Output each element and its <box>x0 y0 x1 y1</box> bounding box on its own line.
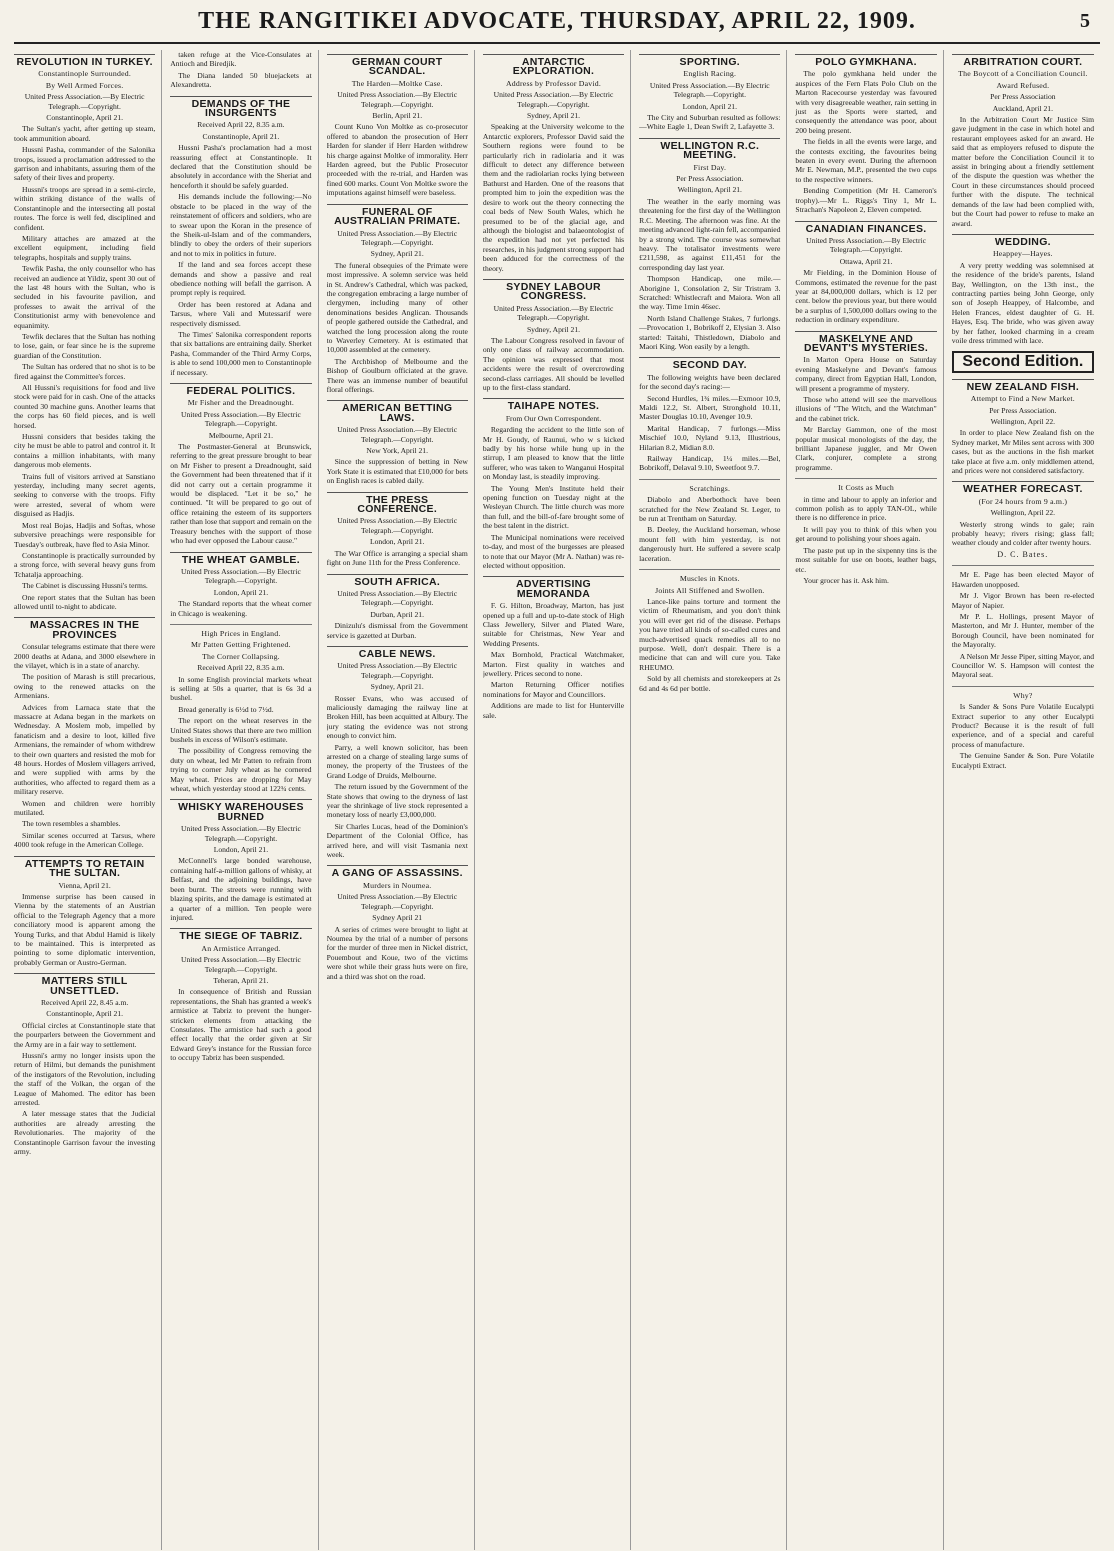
paragraph: Thompson Handicap, one mile.—Aborigine 1, Consolation 2, Sir Tristram 3. Scratched: Whistlecraft and Maiora. Won all the way. Time 1min 46sec. <box>639 274 781 312</box>
article <box>952 351 1094 372</box>
dateline: Durban, April 21. <box>370 609 424 619</box>
paragraph: Consular telegrams estimate that there were 2000 deaths at Adana, and 3000 elsewhere in the vilayet, which is in a state of anarchy. <box>14 642 156 670</box>
paragraph: Order has been restored at Adana and Tarsus, where Vali and Mutessarif were respectively dismissed. <box>170 299 312 328</box>
paragraph: The Standard reports that the wheat corner in Chicago is weakening. <box>170 599 312 618</box>
column-3 <box>327 50 475 1550</box>
paragraph: All Hussni's requisitions for food and live stock were paid for in cash. One of the attacks counted 30 machine guns. Another learns that the corps has 60 field pieces, and is well horsed. <box>14 383 156 430</box>
article <box>327 574 468 640</box>
article-subhead: Constantinople Surrounded. <box>38 69 131 79</box>
article-body <box>14 1021 155 1157</box>
paragraph: Your grocer has it. Ask him. <box>803 575 889 585</box>
column-6 <box>795 50 943 1550</box>
paragraph: The funeral obsequies of the Primate were most impressive. A solemn service was held in St. Andrew's Cathedral, which was packed, the congregation embracing a large number of clergymen, including many of other denominations besides Anglican. Thousands of people gathered outside the Cathedral, and watched the long procession along the route to Waverley Cemetery. At is estimated that 10,000 assembled at the cemetery. <box>326 260 468 355</box>
article-subhead: Muscles in Knots. <box>679 574 740 584</box>
press-credit: United Press Association.—By Electric Telegraph.—Copyright. <box>337 425 458 444</box>
paragraph: Since the suppression of betting in New York State it is estimated that £10,000 for bets on English races is cabled daily. <box>326 457 468 486</box>
paragraph: The Municipal nominations were received to-day, and most of the burgesses are pleased to note that our Mayor (Mr A. Nathan) was re-elected without opposition. <box>482 532 625 570</box>
article <box>639 54 780 132</box>
column-rule <box>639 569 780 570</box>
dateline: London, April 21. <box>369 537 425 547</box>
paragraph: In consequence of British and Russian representations, the Shah has granted a week's armistice at Tabriz to prevent the hunger-stricken elements from attacking the Consulates. The armistice had such a good effect locally that the order given at Sir Edward Grey's instance for the Russian force to occupy Tabriz has been suspended. <box>170 987 312 1063</box>
edition-banner: Second Edition. <box>952 351 1094 372</box>
press-credit: United Press Association.—By Electric Telegraph.—Copyright. <box>337 892 458 911</box>
column-rule <box>952 686 1094 687</box>
article-body <box>170 675 311 794</box>
dateline: London, April 21. <box>213 845 269 855</box>
article-body <box>639 373 780 473</box>
paragraph: Those who attend will see the marvellous illusions of "The Witch, and the Watchman" and the cabinet trick. <box>795 395 937 423</box>
dateline: Vienna, April 21. <box>58 880 111 890</box>
paragraph: The War Office is arranging a special sham fight on June 11th for the Press Conference. <box>326 548 468 568</box>
article <box>170 799 311 922</box>
article-body <box>483 425 624 570</box>
paragraph: Mr E. Page has been elected Mayor of Hawarden unopposed. <box>951 570 1094 589</box>
article-body <box>170 50 311 90</box>
paragraph: The Cabinet is discussing Hussni's terms. <box>22 581 148 591</box>
press-credit: Received April 22, 8.45 a.m. <box>40 997 129 1007</box>
article <box>327 204 468 395</box>
article-body <box>795 355 936 472</box>
article <box>170 383 311 546</box>
press-credit: United Press Association.—By Electric Telegraph.—Copyright. <box>337 588 458 608</box>
paragraph: In some English provincial markets wheat is selling at 50s a quarter, that is 6s 3d a bushel. <box>170 674 312 703</box>
paragraph: Tewfik declares that the Sultan has nothing to lose, gain, or fear since he is the supreme guardian of the Constitution. <box>14 331 156 360</box>
article-body <box>327 925 468 981</box>
article-subhead: Murders in Noumea. <box>363 880 432 890</box>
paragraph: The Sultan's yacht, after getting up steam, took ammunition aboard. <box>14 124 156 143</box>
dateline: Melbourne, April 21. <box>208 430 273 440</box>
dateline: London, April 21. <box>682 101 737 111</box>
article <box>170 96 311 377</box>
article <box>14 617 155 849</box>
article-headline: REVOLUTION IN TURKEY. <box>14 54 155 67</box>
article-body <box>952 261 1094 346</box>
dateline: Constantinople, April 21. <box>46 1009 124 1019</box>
paragraph: Bread generally is 6½d to 7½d. <box>178 704 274 714</box>
article <box>952 54 1094 228</box>
paragraph: Hussni Pasha's proclamation had a most reassuring effect at Constantinople. It declared that the Constitution should be absolutely in accordance with the Sheriat and henceforth it should be safely guarded. <box>170 143 312 190</box>
paragraph: The Postmaster-General at Brunswick, referring to the great pressure brought to bear on Mr Fisher to present a Dreadnought, said the Government had been threatened that if it did not carry out a certain programme it would be displaced. "Let it be so," he continued. "It will be prepared to go out of office retaining the esteem of its supporters rather than lose that support and remain on the Treasury benches with the support of those who had ever opposed the Labour cause." <box>170 442 312 546</box>
article <box>327 492 468 568</box>
paragraph: Marital Handicap, 7 furlongs.—Miss Mischief 10.0, Nyland 9.13, Illustrious, Hilarian 8.2, Midian 8.0. <box>639 423 781 452</box>
article-body <box>170 987 311 1062</box>
paragraph: Bending Competition (Mr H. Cameron's trophy).—Mr L. Riggs's Tiny 1, Mr L. Strachan's Napoleon 2, Eleven competed. <box>795 186 937 215</box>
article <box>170 928 311 1062</box>
article-subhead: Attempt to Find a New Market. <box>970 394 1075 404</box>
article <box>639 138 780 352</box>
paragraph: McConnell's large bonded warehouse, containing half-a-million gallons of whisky, at Belfast, and the adjoining buildings, have been burnt. The streets were running with blazing spirits, and the damage is estimated at a quarter of a million. Ten people were injured. <box>170 856 312 922</box>
press-credit: United Press Association.—By Electric Telegraph.—Copyright. <box>806 235 926 255</box>
article-body <box>639 597 780 693</box>
article <box>483 576 624 720</box>
paragraph: In Marton Opera House on Saturday evening Maskelyne and Devant's famous company, direct from Egyptian Hall, London, will present a programme of mystery. <box>795 355 937 393</box>
article <box>795 54 936 215</box>
article-body <box>952 115 1094 228</box>
article-body <box>795 69 936 214</box>
article <box>952 565 1094 679</box>
article-headline: CABLE NEWS. <box>327 646 468 659</box>
article-body <box>795 495 936 586</box>
article-body <box>639 495 780 563</box>
column-4 <box>483 50 631 1550</box>
paragraph: Sir Charles Lucas, head of the Dominion's Department of the Colonial Office, has arrived here, and will visit Tasmania next week. <box>326 821 468 860</box>
press-credit: United Press Association.—By Electric Telegraph.—Copyright. <box>337 228 458 247</box>
dateline: London, April 21. <box>213 587 269 597</box>
paragraph: Railway Handicap, 1¼ miles.—Bel, Bobrikoff, Delaval 9.10, Sweetfoot 9.7. <box>639 454 781 473</box>
press-credit: United Press Association.—By Electric Telegraph.—Copyright. <box>181 409 301 429</box>
dateline: Wellington, April 22. <box>990 508 1056 518</box>
article <box>952 686 1094 770</box>
dateline: Wellington, April 22. <box>990 417 1056 426</box>
article <box>14 856 155 967</box>
article-subhead: The Corner Collapsing. <box>202 651 280 661</box>
article-body <box>170 143 311 377</box>
press-credit: Per Press Association. <box>989 405 1057 415</box>
paragraph: Mr P. L. Hollings, present Mayor of Masterton, and Mr J. Hunter, member of the Borough Council, have been nominated for the Mayoralty. <box>951 611 1094 650</box>
article-headline: POLO GYMKHANA. <box>795 54 936 67</box>
paragraph: Mr Fielding, in the Dominion House of Commons, estimated the revenue for the past year at 84,000,000 dollars, which is 12 per cent. below the previous year, but there would be a surplus of 1,500,000 dollars owing to the reduction in ordinary expenditure. <box>795 268 937 325</box>
paragraph: The Young Men's Institute held their opening function on Tuesday night at the Wesleyan Church. The little church was more than full, and the bill-of-fare brought some of the best talent in the district. <box>482 483 625 531</box>
paragraph: One report states that the Sultan has been allowed until to-night to abdicate. <box>14 592 156 611</box>
paragraph: Tewfik Pasha, the only counsellor who has received an audience at Yildiz, spent 30 out of the last 48 hours with the Sultan, who is secluded in his favourite pavilion, and professes to await the arrival of the Constitutionist army with benevolence and equanimity. <box>14 264 156 330</box>
dateline: Wellington, April 21. <box>677 185 742 195</box>
article <box>327 54 468 198</box>
article-headline: SPORTING. <box>639 54 780 67</box>
article-body <box>327 621 468 640</box>
press-credit: United Press Association.—By Electric Telegraph.—Copyright. <box>181 824 301 843</box>
paragraph: Regarding the accident to the little son of Mr H. Goudy, of Raunui, who w s kicked badly by his horse while hung up in the stirrup, I am pleased to know that the little sufferer, who was taken to Wanganui Hospital on Monday last, is steadily improving. <box>482 425 625 482</box>
masthead-title: THE RANGITIKEI ADVOCATE, THURSDAY, APRIL 22, 1909. <box>198 7 916 34</box>
article <box>795 478 936 585</box>
article-headline: WEDDING. <box>952 234 1094 247</box>
article-body <box>795 268 936 324</box>
article-headline: MATTERS STILL UNSETTLED. <box>14 973 155 996</box>
paragraph: It will pay you to think of this when you get around to polishing your shoes again. <box>795 524 937 544</box>
paragraph: A Nelson Mr Jesse Piper, sitting Mayor, and Councillor W. S. Hampson will contest the Mayoral seat. <box>951 651 1094 680</box>
press-credit: United Press Association.—By Electric Telegraph.—Copyright. <box>337 90 458 109</box>
article-subhead: (For 24 hours from 9 a.m.) <box>978 496 1068 506</box>
article-subhead: It Costs as Much <box>838 483 894 493</box>
paragraph: Sold by all chemists and storekeepers at 2s 6d and 4s 6d per bottle. <box>639 674 781 693</box>
column-rule <box>639 479 780 480</box>
article-headline: MASSACRES IN THE PROVINCES <box>14 617 155 640</box>
paragraph: The Genuine Sander & Son. Pure Volatile Eucalypti Extract. <box>951 751 1094 770</box>
article-body <box>952 520 1094 548</box>
press-credit: United Press Association.—By Electric Telegraph.—Copyright. <box>337 661 458 680</box>
paragraph: Diabolo and Aberbothock have been scratched for the New Zealand St. Leger, to be run at Trentham on Saturday. <box>639 495 781 524</box>
article-headline: FUNERAL OF AUSTRALIAN PRIMATE. <box>327 204 468 227</box>
paragraph: Westerly strong winds to gale; rain probably heavy; rivers rising; glass fall; weather cloudy and colder after twenty hours. <box>951 519 1094 548</box>
article-headline: NEW ZEALAND FISH. <box>952 379 1094 392</box>
article-subhead: The Harden—Moltke Case. <box>351 78 443 88</box>
paragraph: In order to place New Zealand fish on the Sydney market, Mr Miles sent across with 300 cases, but as the auctions in the fish market take place at five a.m. only middlemen attend, and prices were not considered satisfactory. <box>951 428 1094 476</box>
paragraph: The polo gymkhana held under the auspices of the Fern Flats Polo Club on the Marton Racecourse yesterday was favoured with very disagreeable weather, rain setting in just as the Sports were started, and consequently the attendance was poor, about 200 being present. <box>795 69 937 135</box>
article-body <box>327 457 468 485</box>
dateline: Sydney, April 21. <box>370 249 424 259</box>
paragraph: Mr Barclay Gammon, one of the most popular musical monologists of the day, the brilliant Japanese juggler, and Mr Owen Clark, conjurer, complete a strong programme. <box>795 425 937 472</box>
article-subhead: The Boycott of a Conciliation Council. <box>958 69 1088 79</box>
article-headline: THE SIEGE OF TABRIZ. <box>170 928 311 941</box>
paragraph: The return issued by the Government of the State shows that owing to the dryness of last year the shrinkage of live stock represented a monetary loss of nearly £3,000,000. <box>326 782 468 820</box>
dateline: Auckland, April 21. <box>992 103 1054 113</box>
article-headline: WHISKY WAREHOUSES BURNED <box>170 799 311 822</box>
article-body <box>327 261 468 395</box>
paragraph: North Island Challenge Stakes, 7 furlongs.—Provocation 1, Bobrikoff 2, Elysian 3. Also started: Taitahi, Thistledown, Diabolo and Maori King. Won easily by a length. <box>639 313 781 351</box>
paragraph: In the Arbitration Court Mr Justice Sim gave judgment in the case in which hotel and restaurant employees asked for an award. He said that as employers refused to dispute the matter before the Conciliation Council it to assist in bringing about a friendly settlement of the dispute the question was whether the Court in these circumstances should proceed further with the dispute. The technical demands of the law had been complied with, but the Court had power to refuse to make an award. <box>951 115 1094 228</box>
column-1 <box>14 50 162 1550</box>
article-body <box>327 694 468 860</box>
article <box>14 54 155 611</box>
article-subhead: Joints All Stiffened and Swollen. <box>655 585 765 595</box>
press-credit: Received April 22, 8.35 a.m. <box>197 663 285 673</box>
paragraph: A very pretty wedding was solemnised at the residence of the bride's parents, Island Bay, Wellington, on the 13th inst., the contracting parties being John George, only son of Joseph Heappey, of Halcombe, and Helen Frances, eldest daughter of G. H. Hayes, Esq. The bride, who was given away by her father, looked charming in a cream voile dress trimmed with lace. <box>951 260 1094 345</box>
article-body <box>327 549 468 568</box>
article-subhead: Why? <box>1013 690 1033 700</box>
columns-container <box>14 44 1100 1550</box>
paragraph: in time and labour to apply an inferior and common polish as to apply TAN-OL, while there is no difference in price. <box>795 494 937 523</box>
masthead <box>14 0 1100 44</box>
paragraph: Women and children were horribly mutilated. <box>14 798 156 818</box>
paragraph: Trains full of visitors arrived at Sanstiano yesterday, including many secret agents, seeking to converse with the troops. Fifty were arrested, several of whom were disguised as Hadjis. <box>14 471 156 519</box>
article-body <box>483 122 624 273</box>
paragraph: Hussni Pasha, commander of the Salonika troops, issued a proclamation addressed to the garrison and inhabitants, assuring them of the safety of their lives and property. <box>14 145 156 183</box>
article <box>952 234 1094 345</box>
column-7 <box>952 50 1100 1550</box>
press-credit: United Press Association.—By Electric Telegraph.—Copyright. <box>181 955 301 974</box>
paragraph: Immense surprise has been caused in Vienna by the statements of an Austrian official to the Telegraph Agency that a more conciliatory mood is apparent among the Young Turks, and that Abdul Hamid is likely to be maintained. This is interpreted as pointing to some diplomatic intervention, probably German or Austro-German. <box>14 891 156 967</box>
article <box>639 357 780 472</box>
column-rule <box>795 478 936 479</box>
article-subhead: Mr Fisher and the Dreadnought. <box>187 398 295 408</box>
paragraph: Lance-like pains torture and torment the victim of Rheumatism, and you don't think you will ever get rid of the disease. Perhaps you have tried all kinds of so-called cures and much-advertised quack remedies all to no purpose. Well, don't despair. There is a medicine that can and will cure you. Take RHEUMO. <box>639 596 781 672</box>
paragraph: The report on the wheat reserves in the United States shows that there are two million bushels in excess of Wilson's estimate. <box>170 716 312 744</box>
paragraph: Constantinople is practically surrounded by a strong force, with several heavy guns from Tchatalja approaching. <box>14 550 156 579</box>
press-credit: United Press Association.—By Electric Telegraph.—Copyright. <box>493 90 614 109</box>
dateline: Sydney, April 21. <box>526 324 581 334</box>
paragraph: Military attaches are amazed at the excellent equipment, including field telegraphs, hospitals and supply trains. <box>14 233 156 262</box>
article-body <box>639 113 780 132</box>
paragraph: The paste put up in the sixpenny tins is the most suitable for use on boots, leather bags, etc. <box>795 545 937 574</box>
paragraph: Max Bornhold, Practical Watchmaker, Marton. First quality in watches and jewellery. Prices second to none. <box>482 650 625 678</box>
article-headline: ANTARCTIC EXPLORATION. <box>483 54 624 77</box>
press-credit: Received April 22, 8.35 a.m. <box>197 120 285 130</box>
dateline: Ottawa, April 21. <box>839 256 893 266</box>
article <box>327 865 468 980</box>
press-credit: United Press Association.—By Electric Telegraph.—Copyright. <box>24 92 145 111</box>
paragraph: The weather in the early morning was threatening for the first day of the Wellington R.C. Meeting. The afternoon was fine. At the meeting advanced light-rain fell, accompanied by a strong wind. The course was somewhat heavy. The totalisator investments were £211,598, as against £11,451 for the corresponding day last year. <box>639 196 781 272</box>
signoff: D. C. Bates. <box>997 549 1049 559</box>
paragraph: The Times' Salonika correspondent reports that six battalions are entraining daily. Sherket Pasha, Commander of the Third Army Corps, is able to send 100,000 men to Constantinople if necessary. <box>170 329 312 377</box>
dateline: Sydney, April 21. <box>526 111 581 121</box>
article-headline: TAIHAPE NOTES. <box>483 398 624 411</box>
article-headline: GERMAN COURT SCANDAL. <box>327 54 468 77</box>
article <box>639 479 780 563</box>
paragraph: The fields in all the events were large, and the contests exciting, the favourites being beaten in every event. During the afternoon Mr E. Newman, M.P., presented the two cups to the respective winners. <box>795 137 937 184</box>
paragraph: Similar scenes occurred at Tarsus, where 4000 took refuge in the American College. <box>14 830 156 850</box>
dateline: Berlin, April 21. <box>372 111 423 121</box>
press-credit: United Press Association.—By Electric Telegraph.—Copyright. <box>493 303 614 323</box>
dateline: Constantinople, April 21. <box>202 131 280 141</box>
article-headline: SYDNEY LABOUR CONGRESS. <box>483 279 624 302</box>
press-credit: United Press Association.—By Electric Telegraph.—Copyright. <box>649 80 770 100</box>
column-5 <box>639 50 787 1550</box>
paragraph: The following weights have been declared for the second day's racing:— <box>639 372 781 392</box>
paragraph: The possibility of Congress removing the duty on wheat, led Mr Patten to refrain from trying to corner July wheat as he cornered May wheat. Prices are dropping for May wheat, which yesterday stood at 122¾ cents. <box>170 746 312 794</box>
paragraph: The position of Marash is still precarious, owing to the renewed attacks on the Armenians. <box>14 672 156 701</box>
article <box>170 624 311 794</box>
paragraph: Rosser Evans, who was accused of maliciously damaging the railway line at Broken Hill, has been acquitted at Albury. The jury stating the evidence was not strong enough to convict him. <box>326 693 468 741</box>
article-body <box>952 428 1094 475</box>
paragraph: If the land and sea forces accept these demands and show a passive and real obedience nothing will befall the garrison. A prompt reply is required. <box>170 260 312 298</box>
paragraph: Is Sander & Sons Pure Volatile Eucalypti Extract superior to any other Eucalypti Product? Because it is the result of full experience, and of a special and careful process of manufacture. <box>951 702 1094 749</box>
article-body <box>483 336 624 392</box>
paragraph: Speaking at the University welcome to the Antarctic explorers, Professor David said the Southern regions were found to be particularly rich in radiolaria and it was difficult to detect any difference between them and the radiolarian rocks lying between Bathurst and Harden. One of the reasons that prompted him to join the expedition was the desire to work out the theory connecting the coal beds of New South Wales, which he presumed to be of the glacial age, and although the biologist and balaeontologist of the expedition had not yet perfected his researches, in his judgment strong support had been adduced for the correctness of the theory. <box>482 122 625 273</box>
article-headline: ATTEMPTS TO RETAIN THE SULTAN. <box>14 856 155 879</box>
article-headline: A GANG OF ASSASSINS. <box>327 865 468 878</box>
article-subhead: First Day. <box>693 162 727 172</box>
paragraph: Second Hurdles, 1¾ miles.—Exmoor 10.9, Maldi 12.2, St. Albert, Stronghold 10.11, Master Douglas 10.10, Avenger 10.9. <box>639 393 781 422</box>
article-headline: ARBITRATION COURT. <box>952 54 1094 67</box>
article <box>327 400 468 485</box>
paragraph: Hussni's troops are spread in a semi-circle, within striking distance of the walls of Constantinople and the intersecting all postal routes. The force is well fed, disciplined and confident. <box>14 184 156 232</box>
paragraph: B. Deeley, the Auckland horseman, whose mount fell with him yesterday, is not dangerously hurt. He suffered a severe scalp laceration. <box>639 525 781 563</box>
press-credit: United Press Association.—By Electric Telegraph.—Copyright. <box>337 516 458 535</box>
paragraph: His demands include the following:—No obstacle to be placed in the way of the reinstatement of officers and soldiers, who are to swear upon the Koran in the presence of the Sheik-ul-Islam and of the commanders, blindly to obey the orders of their superiors and not to mix in politics in future. <box>170 192 312 258</box>
article-subhead: Heappey—Hayes. <box>992 249 1053 259</box>
article <box>483 279 624 392</box>
paragraph: taken refuge at the Vice-Consulates at Antioch and Biredjik. <box>170 50 312 69</box>
paragraph: The Diana landed 50 bluejackets at Alexandretta. <box>170 70 312 90</box>
article-body <box>952 702 1094 770</box>
article-subhead: High Prices in England. <box>201 628 281 638</box>
article-subhead: English Racing. <box>683 69 737 79</box>
press-credit: United Press Association.—By Electric Telegraph.—Copyright. <box>181 566 301 586</box>
paragraph: The Sultan has ordered that no shot is to be fired against the Committee's forces. <box>14 362 156 381</box>
article-body <box>14 892 155 967</box>
article <box>952 379 1094 476</box>
article-body <box>170 442 311 545</box>
article-body <box>14 124 155 611</box>
article-body <box>170 599 311 618</box>
paragraph: Additions are made to list for Hunterville sale. <box>482 701 625 720</box>
paragraph: Hussni's army no longer insists upon the return of Hilmi, but demands the punishment of the instigators of the Revolution, including the staff of the Volkan, the organ of the League of Mahomed. The editor has been arrested. <box>14 1051 156 1108</box>
paragraph: Hussni considers that besides taking the city he must be able to patrol and control it. It contains a million inhabitants, with many dangerous mob elements. <box>14 432 156 470</box>
press-credit: Per Press Association. <box>676 174 744 184</box>
article-body <box>14 642 155 850</box>
paragraph: Parry, a well known solicitor, has been arrested on a charge of stealing large sums of money, the property of the Trustees of the Grand Lodge of Druids, Melbourne. <box>326 742 468 780</box>
dateline: Sydney, April 21. <box>370 682 424 692</box>
article-subhead: Address by Professor David. <box>505 78 602 88</box>
paragraph: Official circles at Constantinople state that the pourparlers between the Government and the Army are in a fair way to settlement. <box>14 1020 156 1049</box>
article-body <box>170 856 311 922</box>
paragraph: Advices from Larnaca state that the massacre at Adana began in the markets on Wednesday. A Moslem mob, impelled by fanaticism and a desire to loot, killed five Armenians, the remainder of whom withdrew to their own quarters and resisted the mob for 48 hours. Hordes of Moslem villagers arrived, and were supplied with arms by the authorities, who affected to regard them as a military reserve. <box>14 702 156 797</box>
article <box>795 331 936 473</box>
paragraph: Marton Returning Officer notifies nominations for Mayor and Councillors. <box>482 680 625 699</box>
article-headline: WELLINGTON R.C. MEETING. <box>639 138 780 161</box>
article <box>14 973 155 1156</box>
dateline: Sydney April 21 <box>372 913 423 923</box>
page-number: 5 <box>1080 10 1090 32</box>
dateline: Constantinople, April 21. <box>46 113 124 123</box>
paragraph: A series of crimes were brought to light at Noumea by the trial of a number of persons for the murder of three men in Nickel district, Pouembout and Koue, two of the victims were shot while their grass huts were on fire, and a third was shot on the road. <box>326 924 468 981</box>
article <box>795 221 936 325</box>
article-headline: SOUTH AFRICA. <box>327 574 468 587</box>
column-rule <box>952 565 1094 566</box>
article-headline: CANADIAN FINANCES. <box>795 221 936 234</box>
article-headline: FEDERAL POLITICS. <box>170 383 311 396</box>
paragraph: F. G. Hilton, Broadway, Marton, has just opened up a full and up-to-date stock of High Class Jewellery, Silver and Plated Ware, suitable for Christmas, New Year and Wedding Presents. <box>482 601 625 648</box>
article-subhead: By Well Armed Forces. <box>45 80 124 90</box>
article-headline: WEATHER FORECAST. <box>952 481 1094 494</box>
article <box>170 552 311 618</box>
article-subhead: Mr Patten Getting Frightened. <box>191 640 291 650</box>
press-credit: From Our Own Correspondent. <box>505 413 602 423</box>
paragraph: Count Kuno Von Moltke as co-prosecutor offered to abandon the prosecution of Herr Harden for slander if Herr Harden withdrew his charge against Moltke of immorality. Herr Harden agreed, but the Public Prosecutor proceeded with the re-trial, and Harden was fined 600 marks. Count Von Moltke swore the imputations against himself were baseless. <box>326 122 468 198</box>
article <box>483 398 624 570</box>
article-headline: MASKELYNE AND DEVANT'S MYSTERIES. <box>795 331 936 354</box>
column-2 <box>170 50 318 1550</box>
article-body <box>952 570 1094 679</box>
article-headline: AMERICAN BETTING LAWS. <box>327 400 468 423</box>
dateline: Teheran, April 21. <box>213 975 269 985</box>
article <box>639 569 780 693</box>
article <box>952 481 1094 559</box>
article-body <box>483 601 624 720</box>
paragraph: The town resembles a shambles. <box>22 819 121 829</box>
paragraph: The City and Suburban resulted as follows:—White Eagle 1, Dean Swift 2, Lafayette 3. <box>639 113 781 132</box>
paragraph: The Archbishop of Melbourne and the Bishop of Goulburn officiated at the grave. There was an immense number of beautiful floral offerings. <box>326 356 468 394</box>
article-subhead: Award Refused. <box>996 80 1050 90</box>
article <box>170 50 311 90</box>
paragraph: Mr J. Vigor Brown has been re-elected Mayor of Napier. <box>951 591 1094 610</box>
article-headline: ADVERTISING MEMORANDA <box>483 576 624 599</box>
paragraph: Dinizulu's dismissal from the Government service is gazetted at Durban. <box>326 621 468 640</box>
article-body <box>639 197 780 352</box>
article <box>483 54 624 273</box>
article-headline: THE PRESS CONFERENCE. <box>327 492 468 515</box>
article-headline: SECOND DAY. <box>639 357 780 370</box>
article-subhead: Scratchings. <box>689 483 731 493</box>
paragraph: A later message states that the Judicial authorities are already arresting the Revolutionaries. The majority of the Constantinople Garrison favour the investing army. <box>14 1109 156 1157</box>
article-headline: DEMANDS OF THE INSURGENTS <box>170 96 311 119</box>
article-subhead: An Armistice Arranged. <box>201 943 281 953</box>
article <box>327 646 468 860</box>
paragraph: Most real Bojas, Hadjis and Softas, whose subversive preachings were responsible for Tuesday's outbreak, have fled to Asia Minor. <box>14 520 156 549</box>
article-body <box>327 122 468 197</box>
dateline: New York, April 21. <box>366 446 428 456</box>
paragraph: The Labour Congress resolved in favour of only one class of railway accommodation. The opinion was expressed that most accidents were the result of overcrowding second-class carriages. All should be levelled up to the first-class standard. <box>482 335 625 392</box>
article-headline: THE WHEAT GAMBLE. <box>170 552 311 565</box>
press-credit: Per Press Association <box>990 92 1056 102</box>
column-rule <box>170 624 311 625</box>
